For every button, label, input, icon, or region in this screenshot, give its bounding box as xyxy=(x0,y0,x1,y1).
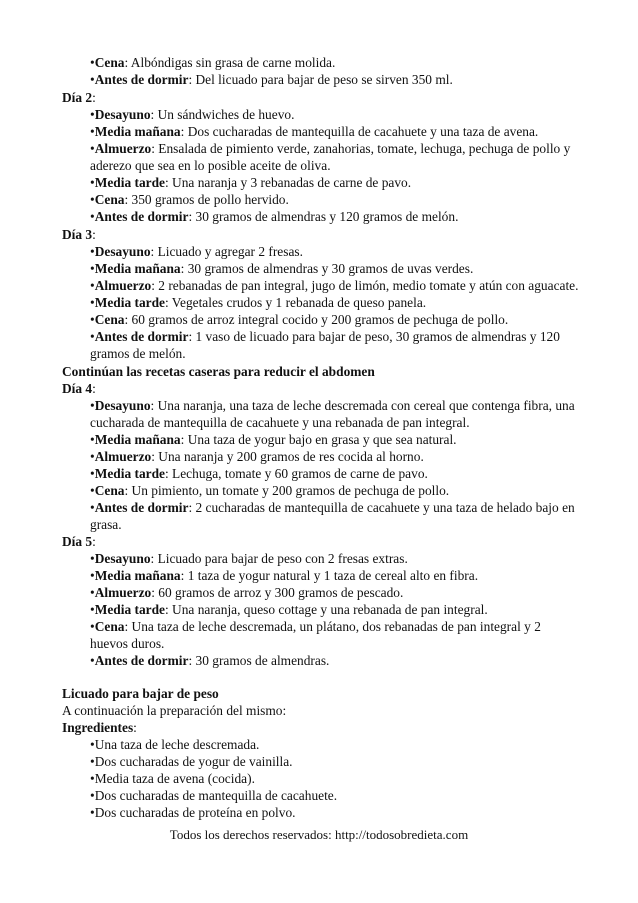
bullet: • xyxy=(90,466,95,481)
meal-text: : Albóndigas sin grasa de carne molida. xyxy=(124,55,336,70)
meal-text: : Una taza de yogur bajo en grasa y que sea natural. xyxy=(180,432,457,447)
bullet: • xyxy=(90,432,95,447)
document-body xyxy=(62,54,582,821)
bullet: • xyxy=(90,449,95,464)
meal-text: : Una taza de leche descremada, un plátano, dos rebanadas de pan integral y 2 huevos duros. xyxy=(90,619,541,651)
meal-text: : Un sándwiches de huevo. xyxy=(150,107,295,122)
meal-label: Media mañana xyxy=(94,432,181,447)
bullet: • xyxy=(90,175,95,190)
bullet: • xyxy=(90,278,95,293)
bullet: • xyxy=(90,551,95,566)
meal-label: Desayuno xyxy=(94,244,151,259)
list-item xyxy=(62,482,582,499)
list-item xyxy=(62,54,582,71)
list-item xyxy=(62,431,582,448)
meal-text: : Un pimiento, un tomate y 200 gramos de pechuga de pollo. xyxy=(124,483,450,498)
licuado-intro: A continuación la preparación del mismo: xyxy=(62,703,287,718)
list-item xyxy=(62,277,582,294)
bullet: • xyxy=(90,55,95,70)
meal-label: Cena xyxy=(94,483,125,498)
meal-label: Antes de dormir xyxy=(94,500,189,515)
bullet: • xyxy=(90,653,95,668)
meal-text: : 30 gramos de almendras y 30 gramos de uvas verdes. xyxy=(180,261,474,276)
list-item xyxy=(62,260,582,277)
ingredient-item: •Media taza de avena (cocida). xyxy=(90,771,255,786)
bullet: • xyxy=(90,568,95,583)
day-4-heading: Día 4: xyxy=(62,381,96,396)
bullet: • xyxy=(90,500,95,515)
meal-text: : Del licuado para bajar de peso se sirven 350 ml. xyxy=(188,72,453,87)
bullet: • xyxy=(90,244,95,259)
meal-label: Cena xyxy=(94,55,125,70)
list-item xyxy=(62,499,582,533)
meal-text: : Licuado para bajar de peso con 2 fresas extras. xyxy=(150,551,408,566)
bullet: • xyxy=(90,312,95,327)
meal-label: Media tarde xyxy=(94,466,165,481)
meal-label: Antes de dormir xyxy=(94,209,189,224)
list-item xyxy=(62,311,582,328)
meal-label: Media tarde xyxy=(94,295,165,310)
list-item xyxy=(62,465,582,482)
meal-label: Cena xyxy=(94,192,125,207)
meal-text: : 1 taza de yogur natural y 1 taza de cereal alto en fibra. xyxy=(180,568,479,583)
page-footer: Todos los derechos reservados: http://todosobredieta.com xyxy=(169,827,469,842)
meal-text: : Licuado y agregar 2 fresas. xyxy=(150,244,303,259)
list-item xyxy=(62,123,582,140)
meal-label: Antes de dormir xyxy=(94,653,189,668)
list-item xyxy=(62,618,582,652)
meal-label: Antes de dormir xyxy=(94,329,189,344)
meal-text: : Dos cucharadas de mantequilla de cacahuete y una taza de avena. xyxy=(180,124,539,139)
bullet: • xyxy=(90,483,95,498)
list-item xyxy=(62,567,582,584)
list-item xyxy=(62,397,582,431)
meal-label: Desayuno xyxy=(94,107,151,122)
meal-label: Media tarde xyxy=(94,175,165,190)
meal-text: : 60 gramos de arroz y 300 gramos de pescado. xyxy=(151,585,404,600)
ingredient-item: •Dos cucharadas de mantequilla de cacahuete. xyxy=(90,788,338,803)
bullet: • xyxy=(90,585,95,600)
ingredient-item: •Dos cucharadas de yogur de vainilla. xyxy=(90,754,293,769)
meal-label: Almuerzo xyxy=(94,585,152,600)
list-item xyxy=(62,652,582,669)
meal-label: Cena xyxy=(94,619,125,634)
meal-text: : Una naranja y 200 gramos de res cocida al horno. xyxy=(151,449,424,464)
bullet: • xyxy=(90,192,95,207)
bullet: • xyxy=(90,209,95,224)
list-item xyxy=(62,174,582,191)
day-5-heading: Día 5: xyxy=(62,534,96,549)
meal-label: Antes de dormir xyxy=(94,72,189,87)
day-3-heading: Día 3: xyxy=(62,227,96,242)
meal-text: : Una naranja, una taza de leche descremada con cereal que contenga fibra, una cucharada de mantequilla de cacahuete y una rebanada de pan integral. xyxy=(90,398,575,430)
meal-text: : 30 gramos de almendras y 120 gramos de melón. xyxy=(188,209,459,224)
list-item xyxy=(62,71,582,88)
bullet: • xyxy=(90,124,95,139)
list-item xyxy=(62,550,582,567)
meal-text: : Vegetales crudos y 1 rebanada de queso panela. xyxy=(164,295,427,310)
meal-label: Almuerzo xyxy=(94,449,152,464)
bullet: • xyxy=(90,398,95,413)
list-item xyxy=(62,191,582,208)
section-heading: Continúan las recetas caseras para reducir el abdomen xyxy=(62,364,375,379)
bullet: • xyxy=(90,329,95,344)
meal-text: : 30 gramos de almendras. xyxy=(188,653,330,668)
ingredient-item: •Dos cucharadas de proteína en polvo. xyxy=(90,805,296,820)
list-item xyxy=(62,448,582,465)
licuado-heading: Licuado para bajar de peso xyxy=(62,686,219,701)
bullet: • xyxy=(90,295,95,310)
meal-text: : 2 cucharadas de mantequilla de cacahuete y una taza de helado bajo en grasa. xyxy=(90,500,575,532)
meal-label: Cena xyxy=(94,312,125,327)
ingredient-item: •Una taza de leche descremada. xyxy=(90,737,260,752)
list-item xyxy=(62,584,582,601)
meal-label: Media tarde xyxy=(94,602,165,617)
bullet: • xyxy=(90,602,95,617)
bullet: • xyxy=(90,619,95,634)
list-item xyxy=(62,294,582,311)
list-item xyxy=(62,601,582,618)
day-2-heading: Día 2: xyxy=(62,90,96,105)
meal-text: : Una naranja, queso cottage y una rebanada de pan integral. xyxy=(164,602,488,617)
ingredients-heading: Ingredientes: xyxy=(62,720,137,735)
meal-label: Desayuno xyxy=(94,551,151,566)
meal-text: : 1 vaso de licuado para bajar de peso, 30 gramos de almendras y 120 gramos de melón. xyxy=(90,329,560,361)
bullet: • xyxy=(90,141,95,156)
meal-label: Media mañana xyxy=(94,568,181,583)
list-item xyxy=(62,106,582,123)
meal-text: : Ensalada de pimiento verde, zanahorias, tomate, lechuga, pechuga de pollo y aderezo que sea en lo posible aceite de oliva. xyxy=(90,141,571,173)
bullet: • xyxy=(90,261,95,276)
meal-label: Almuerzo xyxy=(94,278,152,293)
meal-text: : 350 gramos de pollo hervido. xyxy=(124,192,289,207)
meal-text: : Una naranja y 3 rebanadas de carne de pavo. xyxy=(164,175,412,190)
meal-label: Media mañana xyxy=(94,261,181,276)
meal-label: Desayuno xyxy=(94,398,151,413)
list-item xyxy=(62,243,582,260)
meal-label: Media mañana xyxy=(94,124,181,139)
bullet: • xyxy=(90,72,95,87)
meal-text: : 60 gramos de arroz integral cocido y 200 gramos de pechuga de pollo. xyxy=(124,312,509,327)
list-item xyxy=(62,328,582,362)
meal-text: : Lechuga, tomate y 60 gramos de carne de pavo. xyxy=(164,466,428,481)
meal-text: : 2 rebanadas de pan integral, jugo de limón, medio tomate y atún con aguacate. xyxy=(151,278,579,293)
meal-label: Almuerzo xyxy=(94,141,152,156)
list-item xyxy=(62,208,582,225)
list-item xyxy=(62,140,582,174)
bullet: • xyxy=(90,107,95,122)
